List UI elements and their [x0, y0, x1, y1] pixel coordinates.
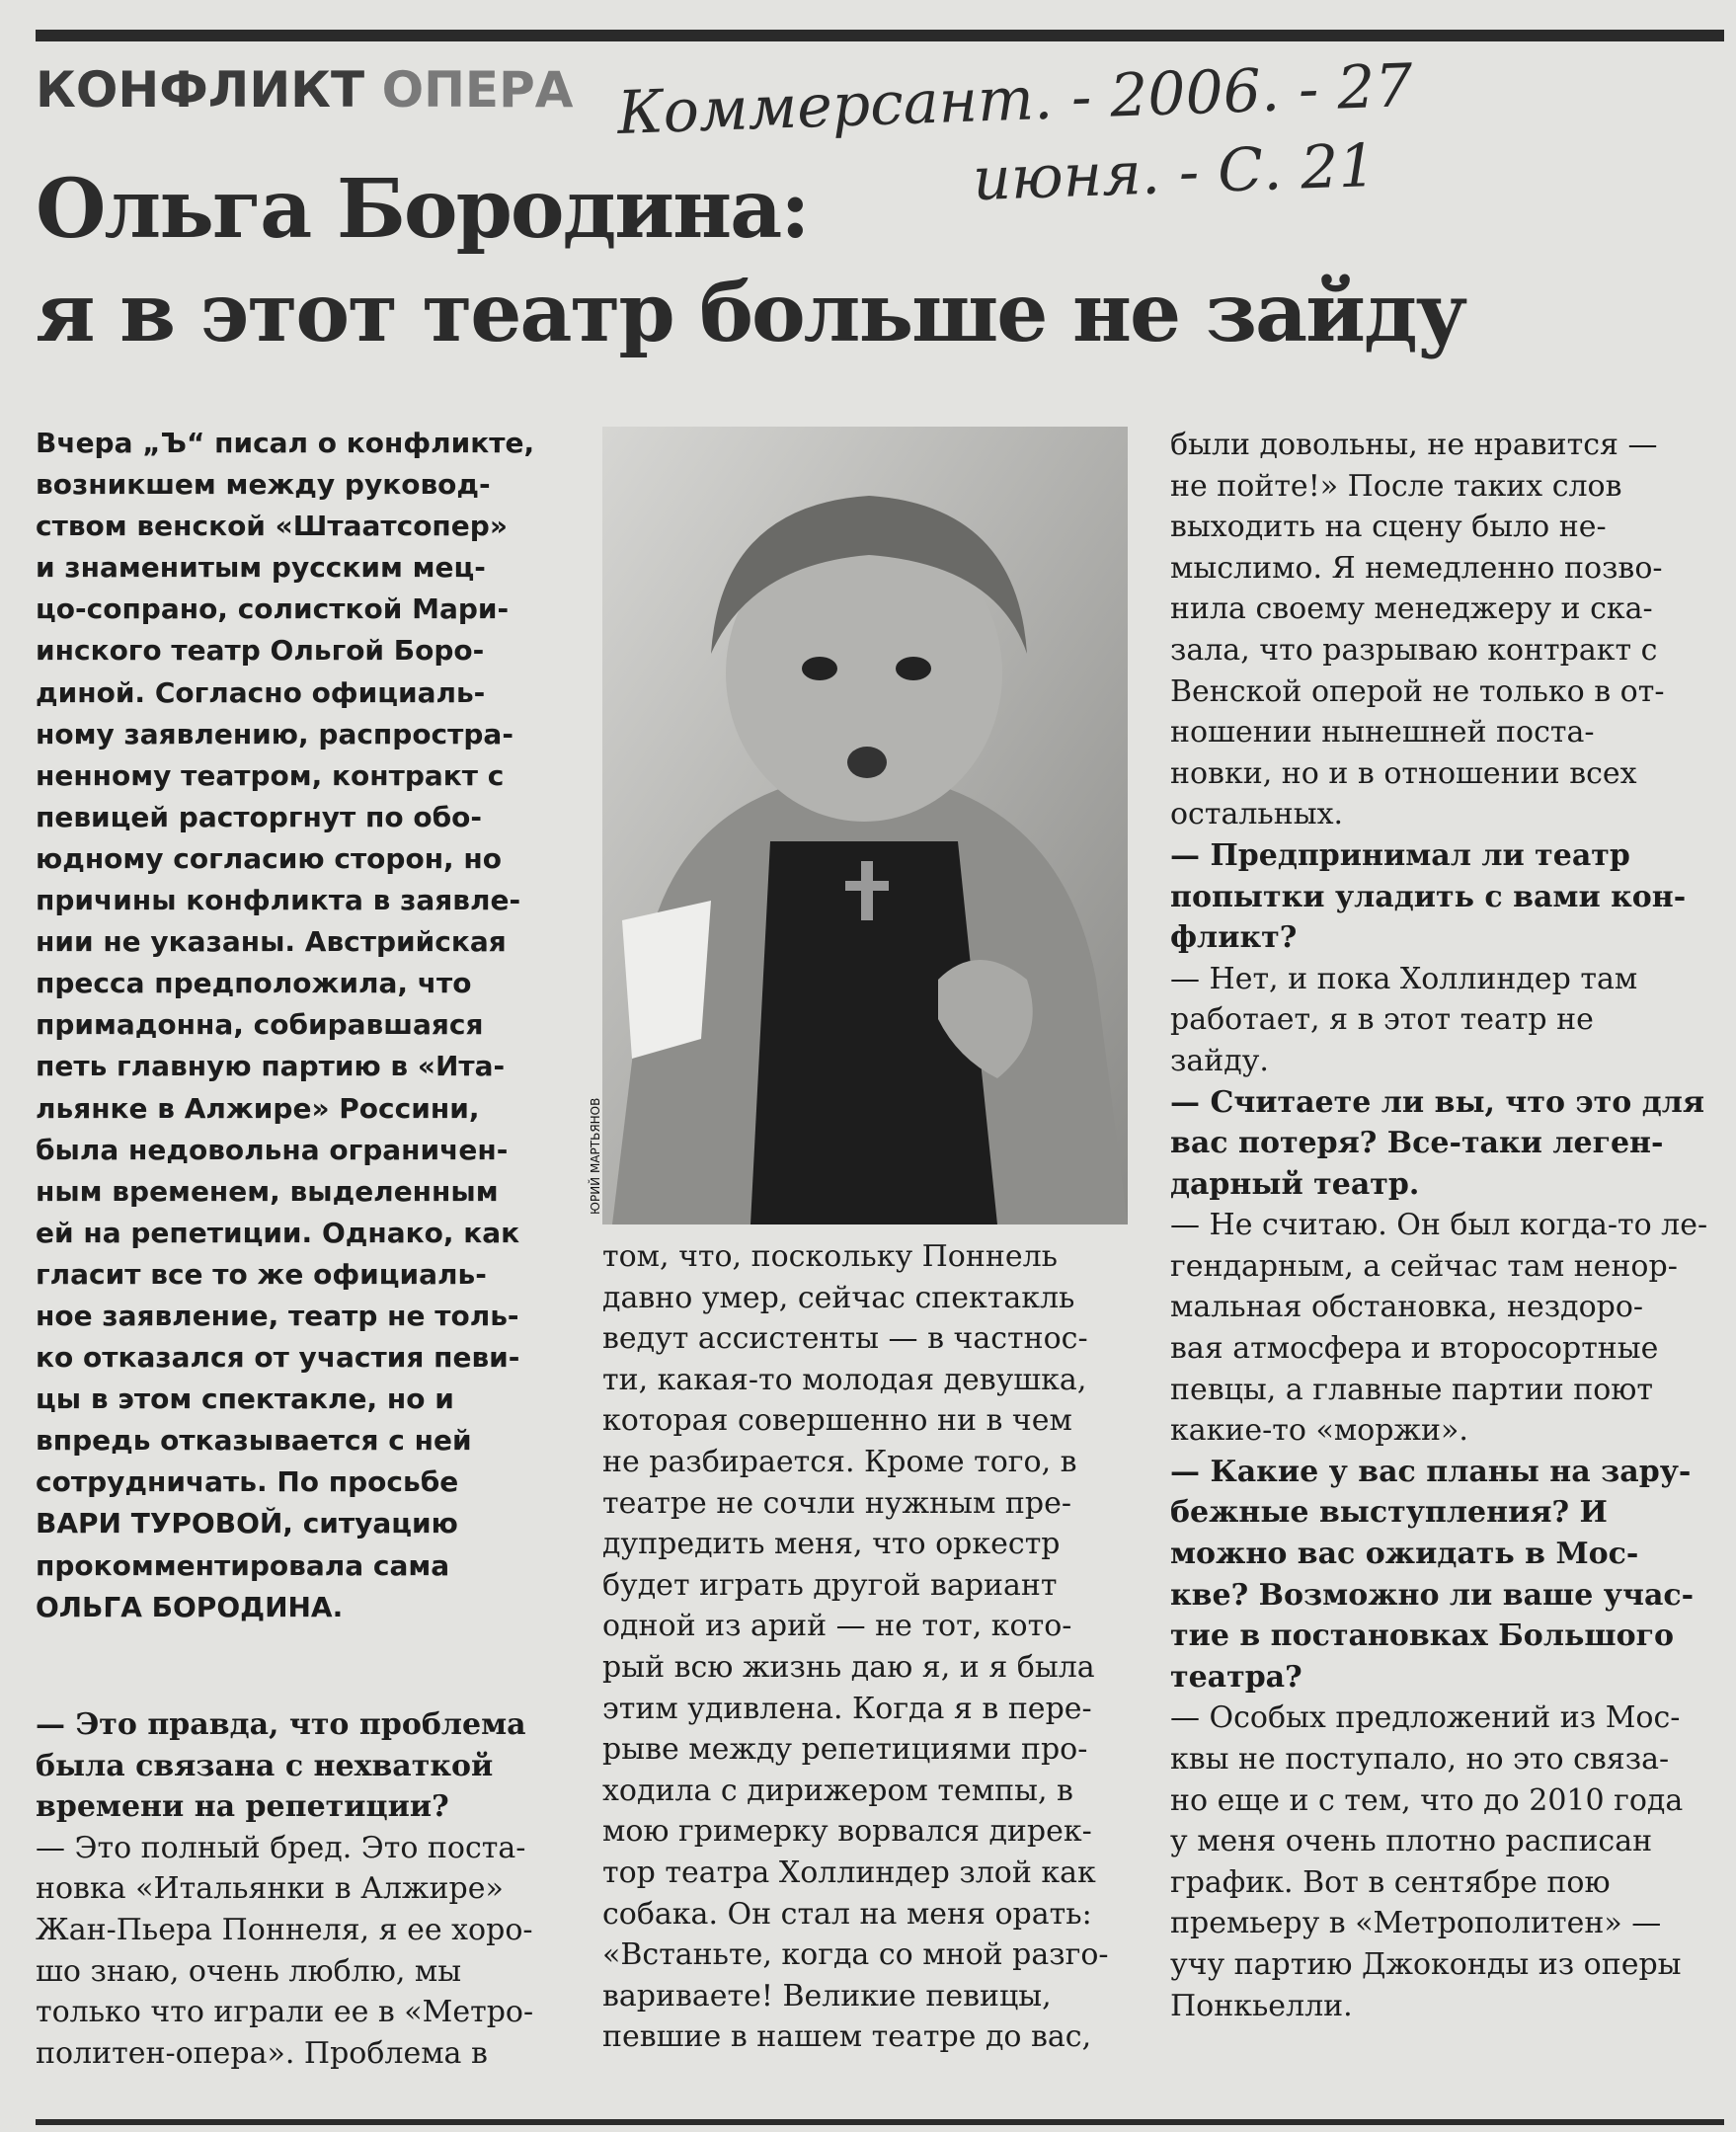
lead-line: ным временем, выделенным	[36, 1174, 499, 1208]
text-line: ведут ассистенты — в частнос-	[602, 1321, 1088, 1357]
text-line: ношении нынешней поста-	[1170, 715, 1595, 750]
text-line: тие в постановках Большого	[1170, 1619, 1674, 1654]
text-line: бежные выступления? И	[1170, 1495, 1608, 1531]
text-line: — Какие у вас планы на зару-	[1170, 1454, 1692, 1489]
text-line: какие-то «моржи».	[1170, 1413, 1468, 1449]
lead-line: ное заявление, театр не толь-	[36, 1299, 519, 1332]
text-line: — Считаете ли вы, что это для	[1170, 1084, 1705, 1120]
text-line: не пойте!» После таких слов	[1170, 468, 1622, 504]
text-line: мальная обстановка, нездоро-	[1170, 1290, 1644, 1325]
lead-line: инского театр Ольгой Боро-	[36, 634, 485, 668]
rubric-section: КОНФЛИКТ	[36, 61, 365, 118]
portrait-photo-icon	[602, 427, 1128, 1224]
lead-line: ко отказался от участия певи-	[36, 1341, 520, 1375]
text-line: ти, какая-то молодая девушка,	[602, 1362, 1087, 1397]
lead-line: впредь отказывается с ней	[36, 1424, 472, 1458]
text-line: — Предпринимал ли театр	[1170, 837, 1630, 873]
lead-line: сотрудничать. По просьбе	[36, 1465, 459, 1499]
text-line: рыве между репетициями про-	[602, 1732, 1088, 1768]
text-line: вариваете! Великие певицы,	[602, 1978, 1052, 2014]
text-line: Понкьелли.	[1170, 1988, 1353, 2023]
text-line: учу партию Джоконды из оперы	[1170, 1946, 1682, 1982]
lead-line: юдному согласию сторон, но	[36, 841, 503, 875]
lead-line: ному заявлению, распростра-	[36, 717, 513, 750]
text-line: Жан-Пьера Поннеля, я ее хоро-	[36, 1912, 533, 1947]
text-line: только что играли ее в «Метро-	[36, 1995, 534, 2030]
lead-line: певицей расторгнут по обо-	[36, 800, 483, 833]
lead-line: ством венской «Штаатсопер»	[36, 510, 508, 543]
text-line: которая совершенно ни в чем	[602, 1403, 1072, 1439]
text-line: — Это полный бред. Это поста-	[36, 1830, 526, 1865]
text-line: можно вас ожидать в Мос-	[1170, 1537, 1639, 1572]
text-line: кве? Возможно ли ваше учас-	[1170, 1577, 1695, 1613]
text-line: театре не сочли нужным пре-	[602, 1485, 1071, 1521]
text-line: фликт?	[1170, 920, 1298, 956]
lead-line: диной. Согласно официаль-	[36, 675, 486, 709]
text-line: график. Вот в сентябре пою	[1170, 1864, 1611, 1900]
lead-line: ненному театром, контракт с	[36, 758, 505, 792]
text-line: том, что, поскольку Поннель	[602, 1239, 1058, 1274]
text-line: были довольны, не нравится —	[1170, 428, 1658, 462]
lead-line: цо-сопрано, солисткой Мари-	[36, 592, 510, 626]
headline	[36, 158, 1714, 365]
text-line: — Особых предложений из Мос-	[1170, 1700, 1681, 1736]
column-3-body	[1170, 425, 1708, 2026]
text-line: вая атмосфера и второсортные	[1170, 1331, 1659, 1367]
rubric	[36, 61, 573, 118]
text-line: времени на репетиции?	[36, 1789, 449, 1825]
lead-line: нии не указаны. Австрийская	[36, 925, 507, 959]
headline-line2: я в этот театр больше не зайду	[36, 266, 1466, 360]
photo-credit: ЮРИЙ МАРТЬЯНОВ	[589, 1097, 602, 1215]
text-line: но еще и с тем, что до 2010 года	[1170, 1782, 1684, 1818]
text-line: Венской оперой не только в от-	[1170, 673, 1665, 709]
lead-line: прокомментировала сама	[36, 1548, 450, 1582]
text-line: квы не поступало, но это связа-	[1170, 1742, 1670, 1777]
text-line: зала, что разрываю контракт с	[1170, 632, 1658, 668]
lead-paragraph	[36, 423, 564, 1628]
text-line: новка «Итальянки в Алжире»	[36, 1871, 504, 1907]
text-line: была связана с нехваткой	[36, 1748, 494, 1783]
text-line: дупредить меня, что оркестр	[602, 1527, 1061, 1562]
text-line: работает, я в этот театр не	[1170, 1002, 1594, 1038]
column-2-body	[602, 1236, 1131, 2058]
text-line: остальных.	[1170, 797, 1344, 832]
lead-line: ей на репетиции. Однако, как	[36, 1216, 520, 1249]
rubric-topic: ОПЕРА	[381, 61, 574, 118]
text-line: рый всю жизнь даю я, и я была	[602, 1649, 1095, 1685]
text-line: мою гримерку ворвался дирек-	[602, 1814, 1092, 1850]
lead-line: цы в этом спектакле, но и	[36, 1382, 454, 1416]
lead-line: примадонна, собиравшаяся	[36, 1008, 484, 1042]
text-line: премьеру в «Метрополитен» —	[1170, 1906, 1662, 1941]
lead-line: и знаменитым русским мец-	[36, 551, 486, 585]
text-line: зайду.	[1170, 1043, 1269, 1078]
text-line: не разбирается. Кроме того, в	[602, 1444, 1077, 1479]
top-rule	[36, 30, 1724, 41]
text-line: одной из арий — не тот, кото-	[602, 1609, 1072, 1644]
lead-line: петь главную партию в «Ита-	[36, 1050, 506, 1083]
text-line: — Не считаю. Он был когда-то ле-	[1170, 1208, 1708, 1243]
text-line: попытки уладить с вами кон-	[1170, 879, 1687, 914]
text-line: мыслимо. Я немедленно позво-	[1170, 550, 1663, 586]
text-line: дарный театр.	[1170, 1166, 1420, 1202]
lead-line: Вчера „Ъ“ писал о конфликте,	[36, 427, 535, 459]
text-line: тор театра Холлиндер злой как	[602, 1855, 1096, 1890]
lead-line: была недовольна ограничен-	[36, 1133, 509, 1166]
text-line: вас потеря? Все-таки леген-	[1170, 1126, 1664, 1161]
text-line: певцы, а главные партии поют	[1170, 1372, 1653, 1407]
text-line: этим удивлена. Когда я в пере-	[602, 1691, 1092, 1726]
text-line: — Это правда, что проблема	[36, 1707, 526, 1742]
lead-line: гласит все то же официаль-	[36, 1257, 487, 1291]
lead-line: ВАРИ ТУРОВОЙ, ситуацию	[36, 1507, 458, 1540]
lead-line: ОЛЬГА БОРОДИНА.	[36, 1590, 344, 1623]
portrait-photo	[602, 427, 1128, 1224]
text-line: нила своему менеджеру и ска-	[1170, 592, 1653, 627]
text-line: гендарным, а сейчас там ненор-	[1170, 1248, 1678, 1284]
text-line: давно умер, сейчас спектакль	[602, 1280, 1075, 1315]
text-line: у меня очень плотно расписан	[1170, 1824, 1653, 1859]
text-line: «Встаньте, когда со мной разго-	[602, 1937, 1109, 1973]
text-line: театра?	[1170, 1659, 1302, 1695]
column-1-body	[36, 1704, 564, 2074]
text-line: певшие в нашем театре до вас,	[602, 2019, 1092, 2055]
text-line: — Нет, и пока Холлиндер там	[1170, 961, 1638, 996]
text-line: будет играть другой вариант	[602, 1567, 1058, 1603]
headline-line1: Ольга Бородина:	[36, 162, 809, 257]
lead-line: льянке в Алжире» Россини,	[36, 1091, 480, 1125]
lead-line: пресса предположила, что	[36, 967, 472, 1000]
text-line: новки, но и в отношении всех	[1170, 755, 1637, 791]
lead-line: возникшем между руковод-	[36, 468, 491, 502]
handwritten-source-line2: июня. - С. 21	[971, 130, 1378, 215]
handwritten-source-line1: Коммерсант. - 2006. - 27	[616, 50, 1414, 149]
text-line: политен-опера». Проблема в	[36, 2035, 488, 2071]
text-line: шо знаю, очень люблю, мы	[36, 1953, 462, 1989]
lead-line: причины конфликта в заявле-	[36, 884, 521, 917]
text-line: собака. Он стал на меня орать:	[602, 1896, 1092, 1932]
text-line: выходить на сцену было не-	[1170, 510, 1607, 545]
bottom-rule	[36, 2119, 1724, 2125]
text-line: ходила с дирижером темпы, в	[602, 1773, 1073, 1808]
